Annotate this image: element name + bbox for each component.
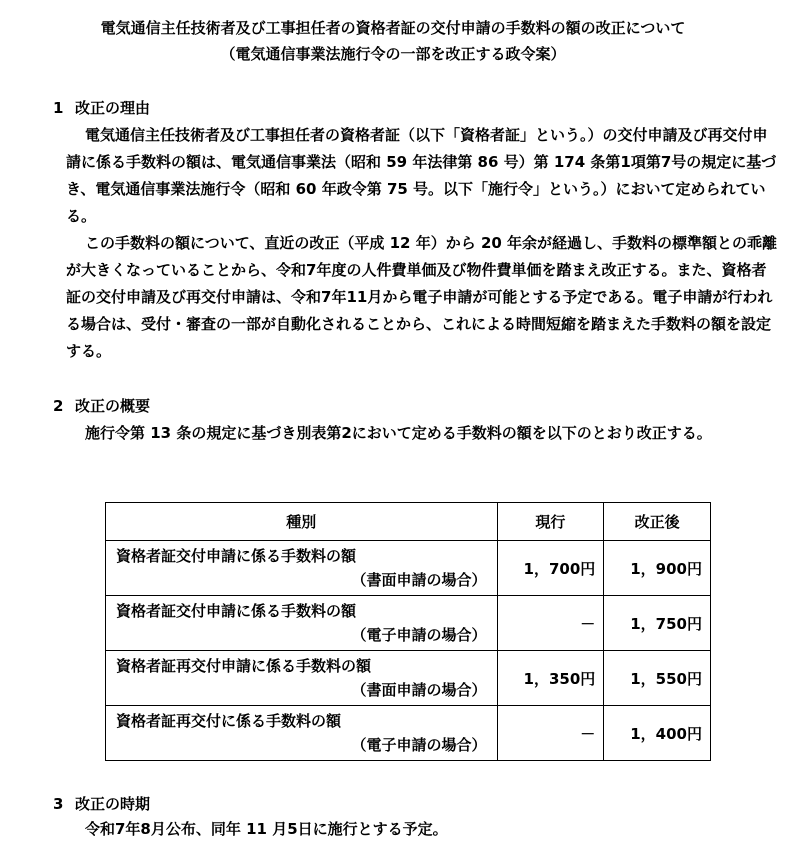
section-2-paragraph-1: 施行令第 13 条の規定に基づき別表第2において定める手数料の額を以下のとおり改正する。: [85, 424, 712, 442]
fee-note: （書面申請の場合）: [351, 681, 487, 699]
document-subtitle: （電気通信事業法施行令の一部を改正する政令案）: [220, 45, 566, 63]
fee-type-cell: [106, 541, 498, 596]
header-current: 現行: [497, 503, 604, 541]
section-title: 改正の理由: [75, 99, 151, 117]
section-title: 改正の時期: [75, 795, 151, 813]
section-1-heading: [53, 98, 150, 118]
table-header-row: [106, 503, 711, 541]
current-fee: －: [497, 596, 604, 651]
fee-type: 資格者証再交付申請に係る手数料の額: [116, 657, 372, 675]
fee-type-cell: [106, 651, 498, 706]
current-fee: 1，350円: [497, 651, 604, 706]
fee-type: 資格者証交付申請に係る手数料の額: [116, 602, 357, 620]
section-3-heading: [53, 794, 150, 814]
fee-note: （電子申請の場合）: [351, 626, 487, 644]
fee-type: 資格者証交付申請に係る手数料の額: [116, 547, 357, 565]
section-title: 改正の概要: [75, 397, 151, 415]
section-number: 1: [53, 99, 64, 117]
section-1-paragraph-1: 電気通信主任技術者及び工事担任者の資格者証（以下「資格者証」という。）の交付申請及び再交付申請に係る手数料の額は、電気通信事業法（昭和 59 年法律第 86 号）第 174 条第1項第7号の規定に基づき、電気通信事業法施行令（昭和 60 年政令第 75 号。以下「施行令」という。）において定められている。: [66, 126, 777, 225]
section-2-heading: [53, 396, 150, 416]
current-fee: －: [497, 706, 604, 761]
document-title: 電気通信主任技術者及び工事担任者の資格者証の交付申請の手数料の額の改正について: [100, 19, 686, 37]
fee-note: （書面申請の場合）: [351, 571, 487, 589]
section-number: 3: [53, 795, 64, 813]
table-row: [106, 541, 711, 596]
table-row: [106, 706, 711, 761]
section-number: 2: [53, 397, 64, 415]
fee-table: [105, 502, 711, 761]
revised-fee: 1，400円: [604, 706, 711, 761]
revised-fee: 1，900円: [604, 541, 711, 596]
table-row: [106, 596, 711, 651]
current-fee: 1，700円: [497, 541, 604, 596]
table-row: [106, 651, 711, 706]
header-type: 種別: [106, 503, 498, 541]
section-1-paragraph-2: この手数料の額について、直近の改正（平成 12 年）から 20 年余が経過し、手数料の標準額との乖離が大きくなっていることから、令和7年度の人件費単価及び物件費単価を踏まえ改正する。また、資格者証の交付申請及び再交付申請は、令和7年11月から電子申請が可能とする予定である。電子申請が行われる場合は、受付・審査の一部が自動化されることから、これによる時間短縮を踏まえた手数料の額を設定する。: [66, 234, 778, 360]
header-revised: 改正後: [604, 503, 711, 541]
section-3-paragraph-1: 令和7年8月公布、同年 11 月5日に施行とする予定。: [85, 820, 448, 838]
fee-note: （電子申請の場合）: [351, 736, 487, 754]
fee-type-cell: [106, 596, 498, 651]
revised-fee: 1，750円: [604, 596, 711, 651]
fee-type-cell: [106, 706, 498, 761]
revised-fee: 1，550円: [604, 651, 711, 706]
fee-type: 資格者証再交付に係る手数料の額: [116, 712, 342, 730]
